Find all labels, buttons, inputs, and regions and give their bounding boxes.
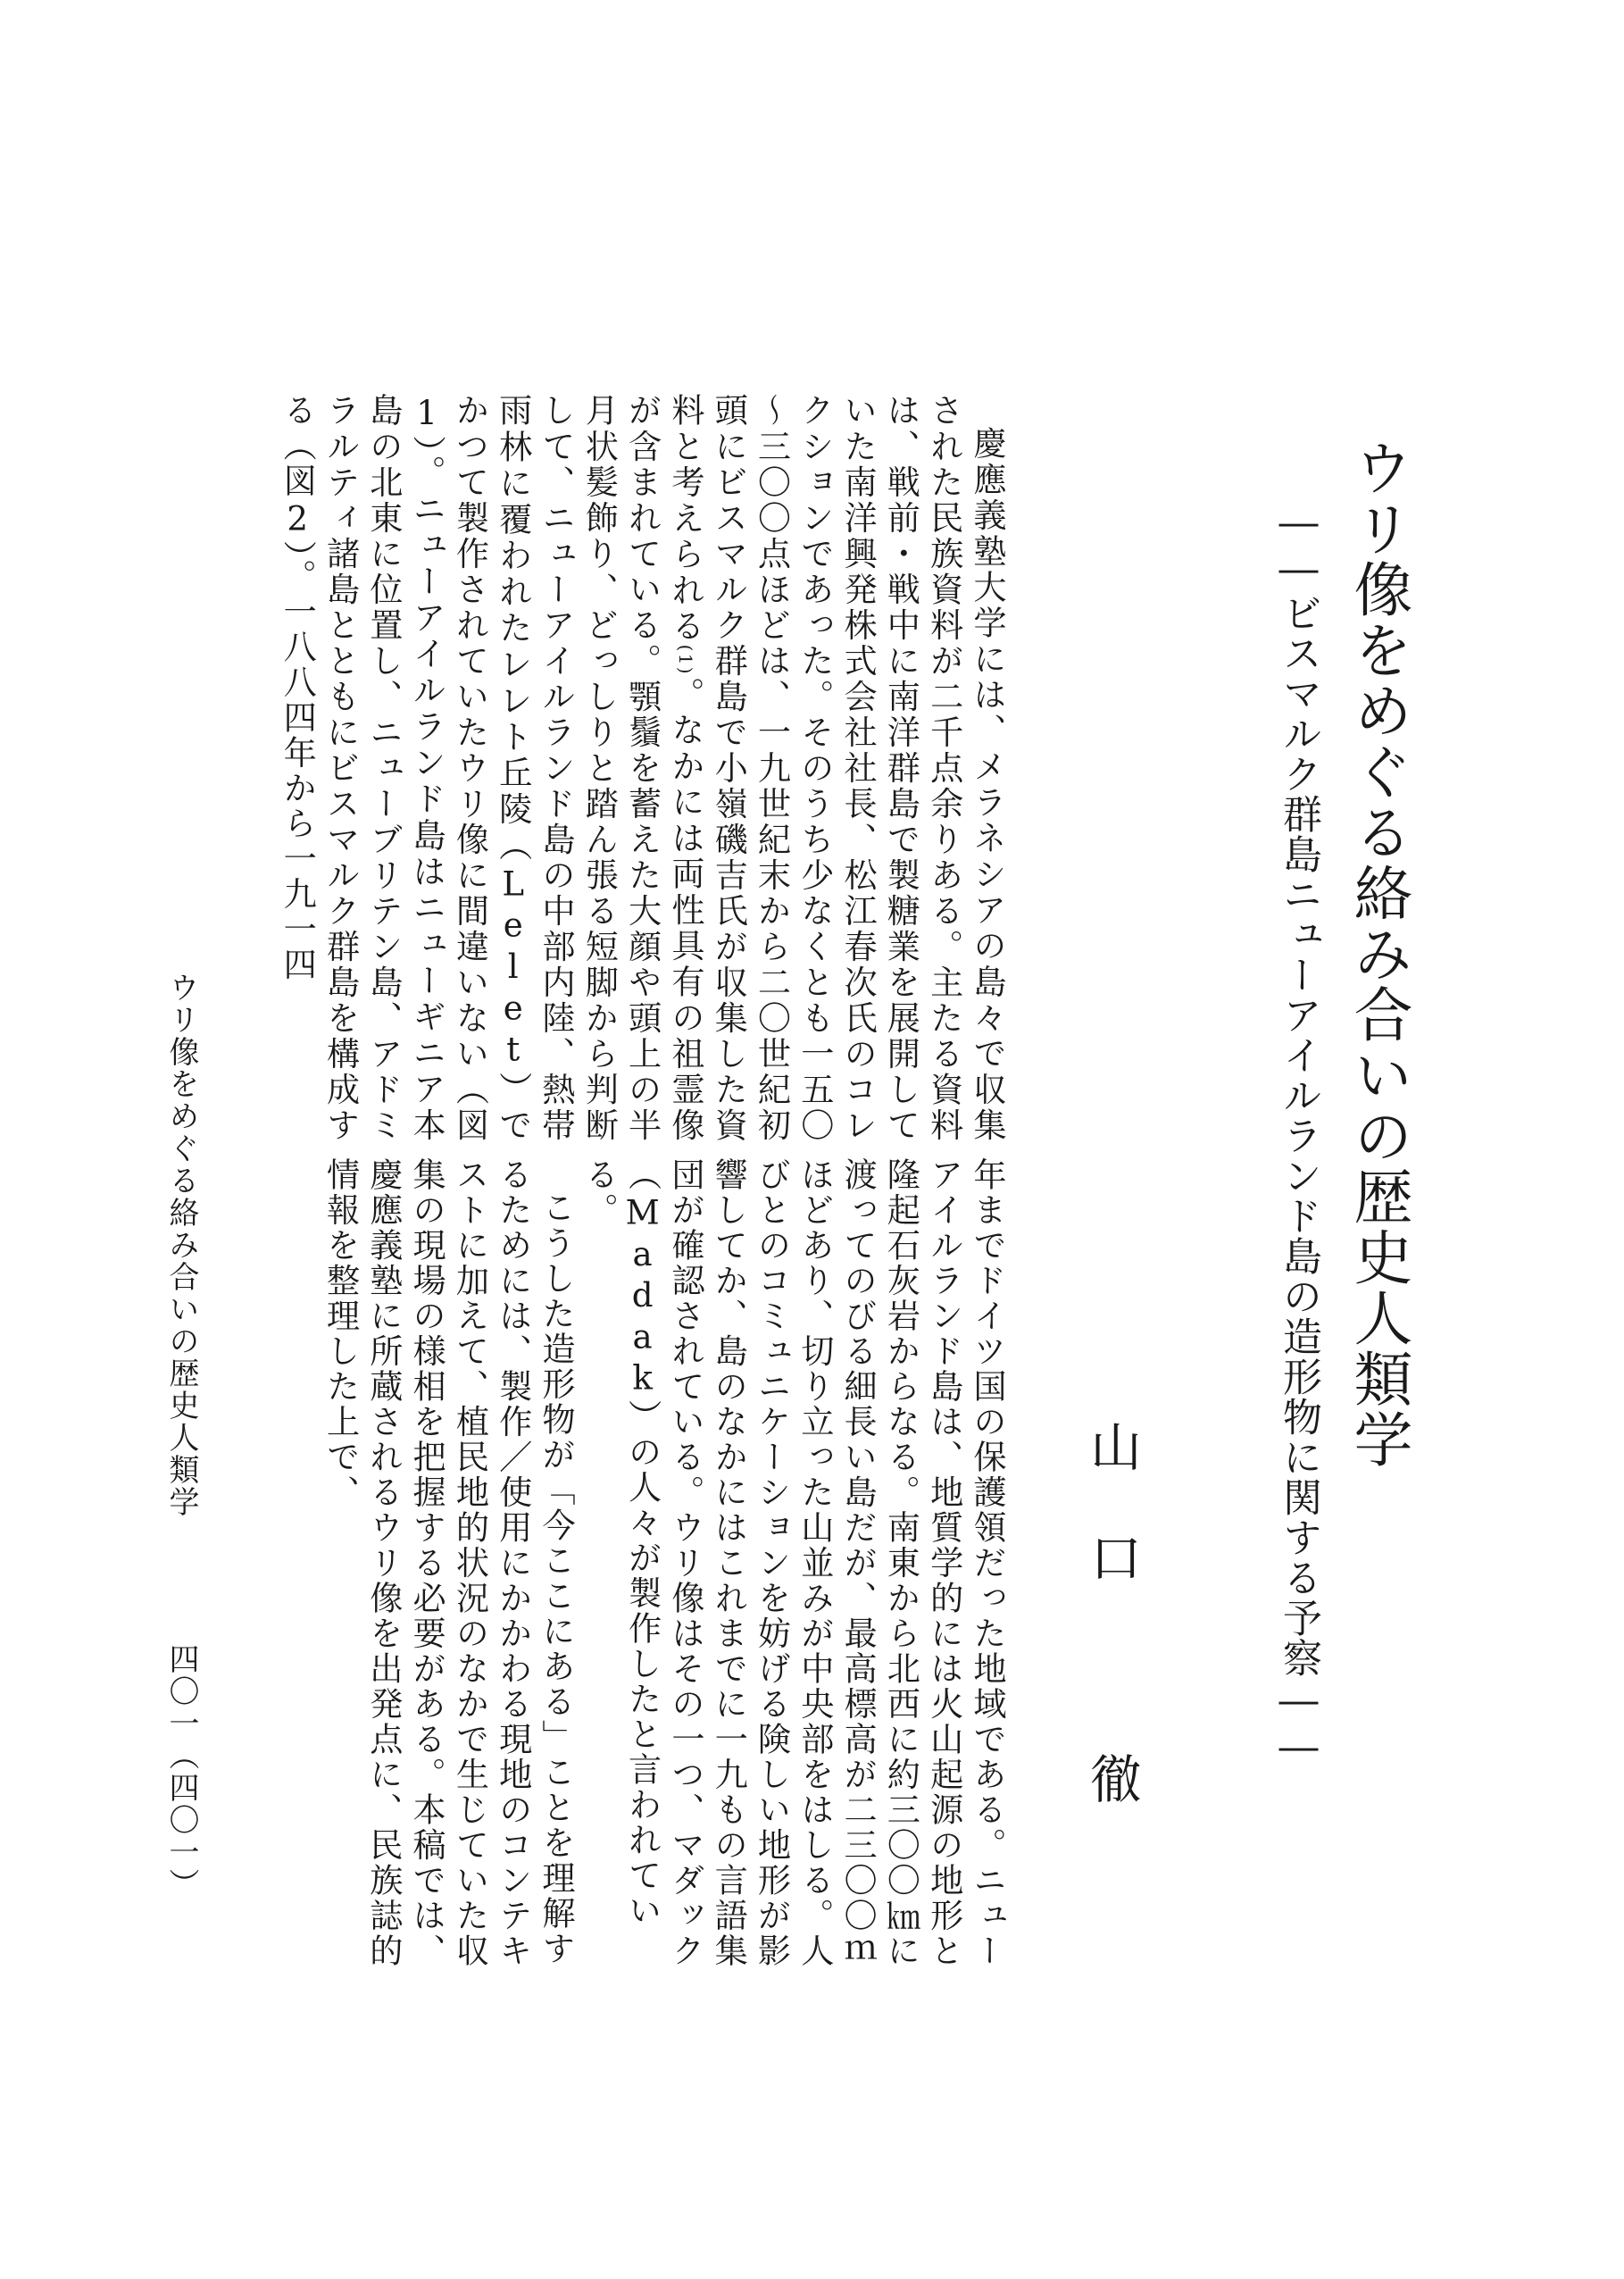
paragraph-continued: 年までドイツ国の保護領だった地域である。ニューアイルランド島は、地質学的には火山起源の地形と隆起石灰岩からなる。南東から北西に約三〇〇㎞に渡ってのびる細長い島だが、最高標高が二三〇〇ｍほどあり、切り立った山並みが中央部をはしる。人びとのコミュニケーションを妨げる険しい地形が影響してか、島のなかにはこれまでに一九もの言語集団が確認されている。ウリ像はその一つ、マダック（Madak）の人々が製作したと言われている。 — [579, 1157, 1007, 1969]
paragraph-intro-part2: 。なかには両性具有の祖霊像が含まれている。顎鬚を蓄えた大顔や頭上の半月状髪飾り、どっしりと踏ん張る短脚から判断して、ニューアイルランド島の中部内陸、熱帯雨林に覆われたレレト丘陵（Lelet）でかつて製作されていたウリ像に間違いない（図1）。ニューアイルランド島はニューギニア本島の北東に位置し、ニューブリテン島、アドミラルティ諸島とともにビスマルク群島を構成する（図2）。一八八四年から一九一四 — [278, 393, 705, 1143]
article-title: ウリ像をめぐる絡み合いの歴史人類学 — [1344, 438, 1412, 1470]
author-name: 山口 徹 — [1081, 1420, 1142, 1863]
body-text-lower — [232, 1157, 1009, 1979]
paragraph-intro-part1: 慶應義塾大学には、メラネシアの島々で収集された民族資料が二千点余りある。主たる資料は、戦前・戦中に南洋群島で製糖業を展開していた南洋興発株式会社社長、松江春次氏のコレクションであった。そのうち少なくとも一五〇～三〇〇点ほどは、一九世紀末から二〇世紀初頭にビスマルク群島で小嶺磯吉氏が収集した資料と考えられる — [665, 393, 1007, 1143]
body-text-upper — [232, 393, 1009, 1143]
paragraph-intro — [276, 393, 1009, 1143]
running-head: ウリ像をめぐる絡み合いの歴史人類学 — [163, 972, 199, 1518]
page-number: 四〇一（四〇一） — [163, 1643, 199, 1900]
footnote-marker: (1) — [674, 644, 696, 676]
paragraph-purpose: こうした造形物が「今ここにある」ことを理解するためには、製作／使用にかかわる現地のコンテキストに加えて、植民地的状況のなかで生じていた収集の現場の様相を把握する必要がある。本稿では、慶應義塾に所蔵されるウリ像を出発点に、民族誌的情報を整理した上で、 — [321, 1157, 577, 1969]
article-subtitle: ――ビスマルク群島ニューアイルランド島の造形物に関する予察―― — [1276, 500, 1321, 1771]
